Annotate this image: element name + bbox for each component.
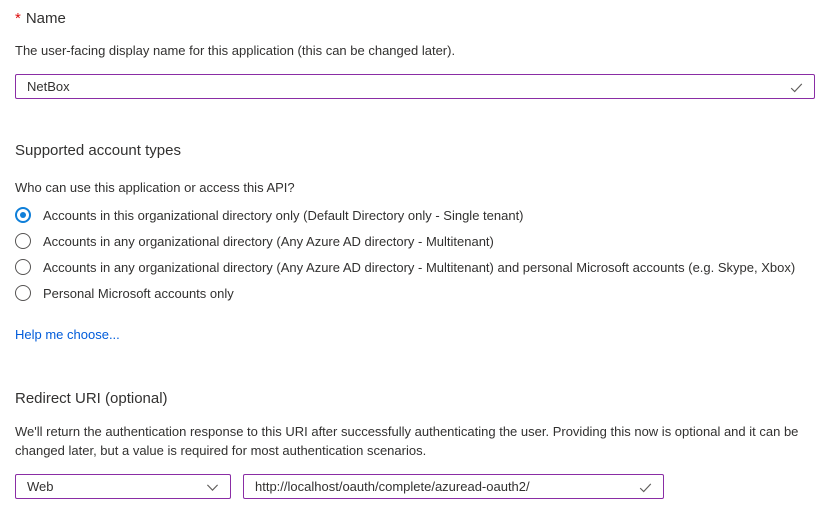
name-input[interactable] — [16, 75, 814, 98]
radio-option-label: Personal Microsoft accounts only — [43, 285, 234, 301]
radio-button[interactable] — [15, 259, 31, 275]
radio-button[interactable] — [15, 233, 31, 249]
radio-option-personal-only[interactable] — [15, 284, 234, 302]
radio-option-label: Accounts in this organizational directory only (Default Directory only - Single tenant) — [43, 207, 524, 223]
redirect-uri-input-container — [243, 474, 664, 499]
name-description: The user-facing display name for this application (this can be changed later). — [15, 43, 456, 58]
chevron-down-icon — [204, 479, 221, 496]
account-types-question: Who can use this application or access this API? — [15, 180, 295, 195]
radio-button[interactable] — [15, 207, 31, 223]
name-section-title — [15, 10, 66, 27]
required-asterisk: * — [15, 10, 21, 27]
radio-option-label: Accounts in any organizational directory (Any Azure AD directory - Multitenant) and personal Microsoft accounts (e.g. Skype, Xbox) — [43, 259, 796, 275]
radio-button[interactable] — [15, 285, 31, 301]
help-me-choose-link[interactable]: Help me choose... — [15, 327, 120, 342]
platform-select-value: Web — [27, 479, 54, 494]
radio-option-single-tenant[interactable] — [15, 206, 524, 224]
radio-option-multitenant-personal[interactable] — [15, 258, 795, 276]
supported-account-types-title: Supported account types — [15, 142, 181, 159]
name-title-text: Name — [25, 10, 66, 27]
radio-option-label: Accounts in any organizational directory (Any Azure AD directory - Multitenant) — [43, 233, 494, 249]
name-input-container — [15, 74, 815, 99]
platform-select[interactable] — [15, 474, 231, 499]
redirect-uri-description: We'll return the authentication response to this URI after successfully authenticating the user. Providing this now is optional and it can be changed later, but a value is required for most authentication scenarios. — [15, 424, 799, 458]
redirect-uri-title: Redirect URI (optional) — [15, 390, 168, 407]
redirect-uri-input[interactable] — [244, 475, 663, 498]
radio-option-multitenant[interactable] — [15, 232, 494, 250]
